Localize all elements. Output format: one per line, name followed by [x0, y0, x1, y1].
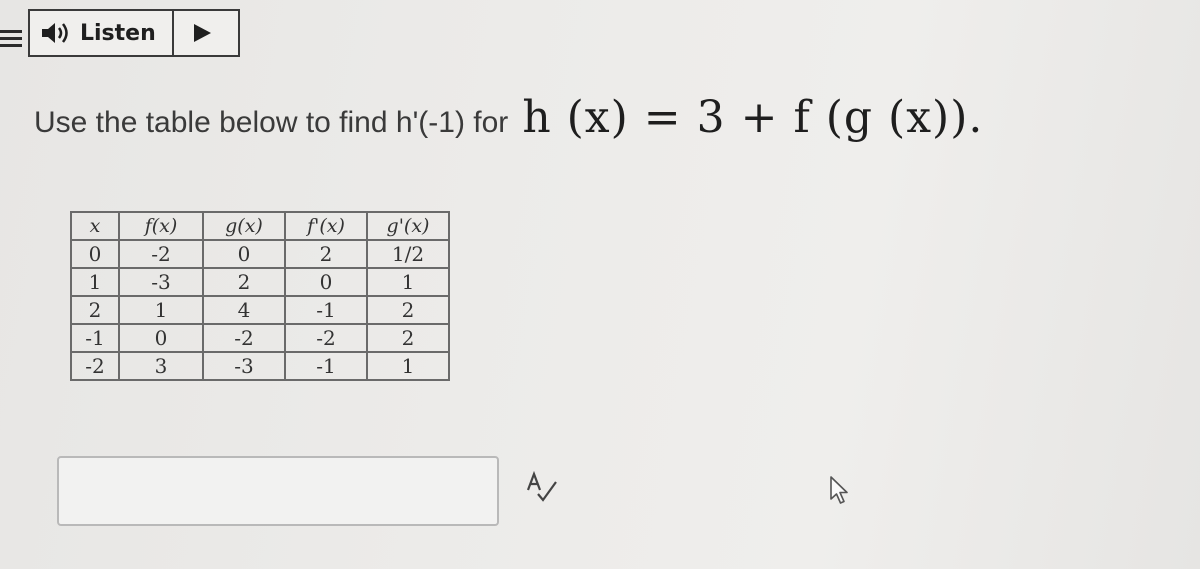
table-cell: -1 [71, 324, 119, 352]
table-cell: 0 [119, 324, 203, 352]
speaker-icon [40, 20, 74, 46]
table-cell: -2 [119, 240, 203, 268]
table-cell: 3 [119, 352, 203, 380]
mouse-pointer-icon [828, 475, 852, 505]
table-cell: 2 [367, 296, 449, 324]
table-cell: 4 [203, 296, 285, 324]
hamburger-menu-icon[interactable] [0, 30, 22, 54]
table-cell: 2 [203, 268, 285, 296]
question-prompt [34, 92, 983, 143]
table-row [71, 240, 449, 268]
table-cell: 0 [203, 240, 285, 268]
header-g: g(x) [203, 212, 285, 240]
table-cell: -1 [285, 296, 367, 324]
header-f-prime: f'(x) [285, 212, 367, 240]
header-g-prime: g'(x) [367, 212, 449, 240]
table-cell: -2 [71, 352, 119, 380]
table-cell: -3 [119, 268, 203, 296]
function-values-table [70, 211, 450, 381]
table-cell: 1 [71, 268, 119, 296]
question-text: Use the table below to find h'(-1) for [34, 106, 509, 139]
table-cell: 1/2 [367, 240, 449, 268]
header-x: x [71, 212, 119, 240]
listen-label: Listen [80, 20, 156, 46]
play-button[interactable] [182, 17, 222, 49]
table-cell: 0 [285, 268, 367, 296]
table-cell: 1 [367, 352, 449, 380]
table-row [71, 268, 449, 296]
answer-input[interactable] [57, 456, 499, 526]
table-header-row [71, 212, 449, 240]
toolbar-divider [172, 11, 174, 55]
table-cell: 1 [367, 268, 449, 296]
play-icon [191, 22, 213, 44]
table-cell: -1 [285, 352, 367, 380]
table-row [71, 324, 449, 352]
table-cell: -2 [203, 324, 285, 352]
header-f: f(x) [119, 212, 203, 240]
table-row [71, 352, 449, 380]
table-cell: 2 [71, 296, 119, 324]
spellcheck-icon[interactable] [524, 470, 560, 506]
listen-button[interactable] [30, 11, 172, 55]
table-cell: -3 [203, 352, 285, 380]
table-row [71, 296, 449, 324]
table-cell: -2 [285, 324, 367, 352]
table-cell: 2 [285, 240, 367, 268]
table-cell: 1 [119, 296, 203, 324]
question-formula: h (x) = 3 + f (g (x)). [522, 92, 984, 143]
table-cell: 0 [71, 240, 119, 268]
table-cell: 2 [367, 324, 449, 352]
read-aloud-toolbar [28, 9, 240, 57]
